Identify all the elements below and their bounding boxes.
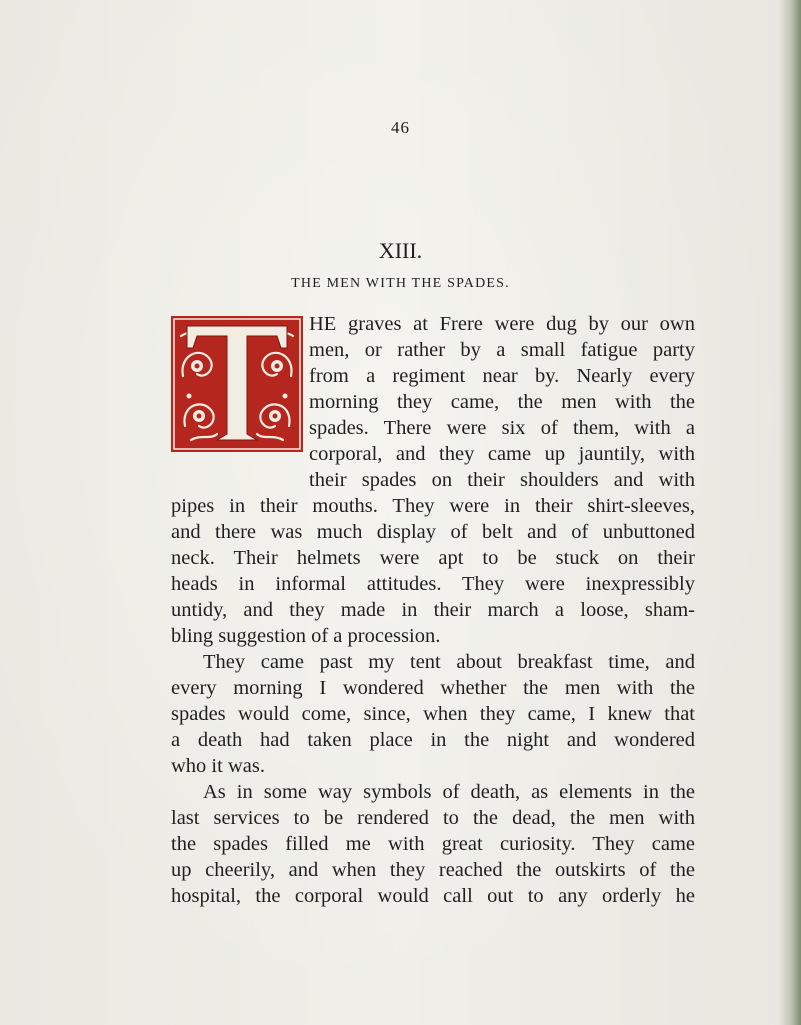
body-line: every morning I wondered whether the men with the [171,677,695,699]
chapter-title: THE MEN WITH THE SPADES. [291,276,510,291]
body-line: a death had taken place in the night and wondered [171,729,695,751]
body-line: who it was. [171,755,265,777]
body-line: spades. There were six of them, with a [309,417,695,439]
body-line: morning they came, the men with the [309,391,695,413]
body-line: As in some way symbols of death, as elements in the [203,781,695,803]
body-line: the spades filled me with great curiosity. They came [171,833,695,855]
body-line: last services to be rendered to the dead, the men with [171,807,695,829]
body-line: up cheerily, and when they reached the outskirts of the [171,859,695,881]
body-line: HE graves at Frere were dug by our own [309,313,695,335]
body-line: heads in informal attitudes. They were inexpressibly [171,573,695,595]
body-line: neck. Their helmets were apt to be stuck on their [171,547,695,569]
body-line: men, or rather by a small fatigue party [309,339,695,361]
body-line: bling suggestion of a procession. [171,625,441,647]
body-line: untidy, and they made in their march a loose, sham- [171,599,695,621]
body-line: pipes in their mouths. They were in their shirt-sleeves, [171,495,695,517]
body-line: from a regiment near by. Nearly every [309,365,695,387]
page-edge-shadow [779,0,801,1025]
body-line: their spades on their shoulders and with [309,469,695,491]
page-number: 46 [391,118,410,137]
body-line: spades would come, since, when they came, I knew that [171,703,695,725]
body-line: corporal, and they came up jauntily, with [309,443,695,465]
body-line: and there was much display of belt and of unbuttoned [171,521,695,543]
body-line: hospital, the corporal would call out to any orderly he [171,885,695,907]
chapter-number: XIII. [378,238,423,263]
ornamental-drop-cap-t [171,316,303,452]
body-line: They came past my tent about breakfast time, and [203,651,695,673]
